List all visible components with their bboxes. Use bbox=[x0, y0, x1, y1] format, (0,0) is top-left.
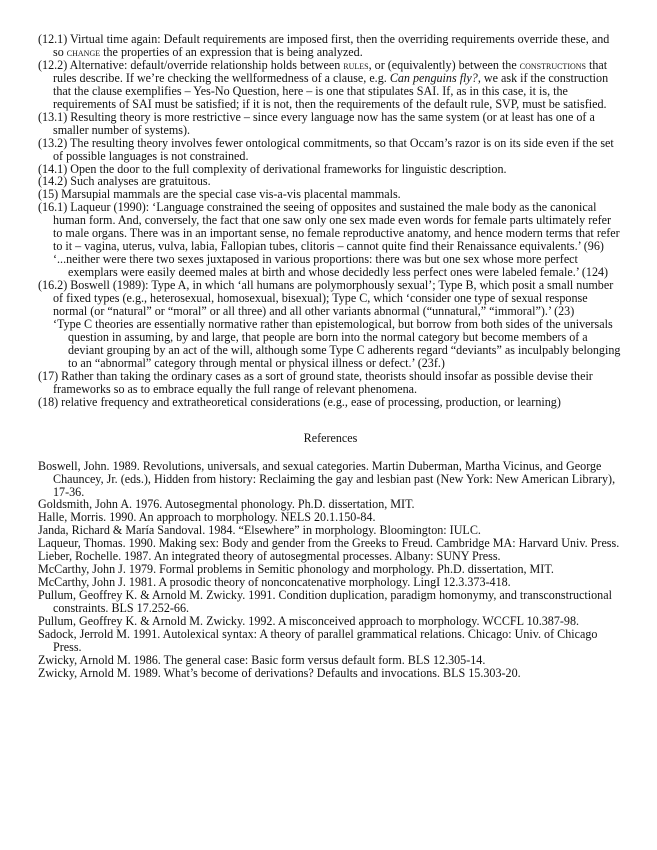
note-text: constructions bbox=[519, 57, 586, 72]
note-text: the properties of an expression that is being analyzed. bbox=[100, 44, 363, 59]
reference-entry: Goldsmith, John A. 1976. Autosegmental phonology. Ph.D. dissertation, MIT. bbox=[38, 497, 415, 512]
note-text: change bbox=[66, 44, 101, 59]
note-item bbox=[38, 370, 623, 396]
reference-entry: Lieber, Rochelle. 1987. An integrated theory of autosegmental processes. Albany: SUNY Press. bbox=[38, 549, 501, 564]
note-text: (13.2) The resulting theory involves fewer ontological commitments, so that Occam’s razor is on its side even if the set of possible languages is not constrained. bbox=[38, 135, 614, 163]
reference-entry: Pullum, Geoffrey K. & Arnold M. Zwicky. 1991. Condition duplication, paradigm homonymy, and transconstructional constraints. BLS 17.252-66. bbox=[38, 588, 612, 616]
reference-entry: Zwicky, Arnold M. 1986. The general case: Basic form versus default form. BLS 12.305-14. bbox=[38, 652, 486, 667]
reference-entry: Laqueur, Thomas. 1990. Making sex: Body and gender from the Greeks to Freud. Cambridge MA: Harvard Univ. Press. bbox=[38, 536, 620, 551]
reference-entry: Janda, Richard & María Sandoval. 1984. “Elsewhere” in morphology. Bloomington: IULC. bbox=[38, 523, 481, 538]
note-item bbox=[38, 279, 623, 370]
note-text: , we ask if the construction that the clause exemplifies – Yes-No Question, here – is one that stipulates SAI. If, as in this case, it is, the requirements of SAI must be satisfied; if it is not, then the requirements of the default rule, SVP, must be satisfied. bbox=[53, 70, 609, 111]
note-item bbox=[38, 137, 623, 163]
notes-list bbox=[38, 33, 623, 409]
note-item bbox=[38, 33, 623, 59]
note-item bbox=[38, 111, 623, 137]
reference-entry: McCarthy, John J. 1981. A prosodic theory of nonconcatenative morphology. LingI 12.3.373-418. bbox=[38, 575, 511, 590]
note-text: (18) relative frequency and extratheoretical considerations (e.g., ease of processing, production, or learning) bbox=[38, 394, 561, 409]
note-text: (15) Marsupial mammals are the special case vis-a-vis placental mammals. bbox=[38, 187, 401, 202]
note-text: (12.2) Alternative: default/override relationship holds between bbox=[38, 57, 344, 72]
note-quotation: ‘Type C theories are essentially normative rather than epistemological, but borrow from both sides of the universals question in assuming, by and large, that people are born into the normal category but become members of a deviant grouping by an act of the will, although some Type C adherents regard “deviants” as inculpably belonging to an “abnormal” category through mental or physical illness or defect.’ (23f.) bbox=[53, 316, 621, 370]
note-text: (13.1) Resulting theory is more restrictive – since every language now has the same system (or at least has one of a smaller number of systems). bbox=[38, 109, 595, 137]
reference-entry: Pullum, Geoffrey K. & Arnold M. Zwicky. 1992. A misconceived approach to morphology. WCCFL 10.387-98. bbox=[38, 614, 580, 629]
reference-entry: Boswell, John. 1989. Revolutions, universals, and sexual categories. Martin Duberman, Martha Vicinus, and George Chauncey, Jr. (eds.), Hidden from history: Reclaiming the gay and lesbian past (New York: New American Library), 17-36. bbox=[38, 458, 616, 499]
note-quotation: ‘...neither were there two sexes juxtaposed in various proportions: there was but one sex whose more perfect exemplars were easily deemed males at birth and whose decidedly less perfect ones were labeled female.’ (124) bbox=[53, 252, 609, 280]
note-item bbox=[38, 396, 623, 409]
reference-entry: McCarthy, John J. 1979. Formal problems in Semitic phonology and morphology. Ph.D. dissertation, MIT. bbox=[38, 562, 554, 577]
note-text: (16.1) Laqueur (1990): ‘Language constrained the seeing of opposites and sustained the male body as the canonical human form. And, conversely, the fact that one saw only one sex made even words for female parts ultimately refer to male organs. There was in an important sense, no female reproductive anatomy, and hence modern terms that refer to it – vagina, uterus, vulva, labia, Fallopian tubes, clitoris – cannot quite find their Renaissance equivalents.’ (96) bbox=[38, 200, 620, 254]
note-text: (16.2) Boswell (1989): Type A, in which ‘all humans are polymorphously sexual’; Type B, which posit a small number of fixed types (e.g., heterosexual, homosexual, bisexual); Type C, which ‘consider one type of sexual response normal (or “natural” or “moral” or all three) and all other variants abnormal (“unnatural,” “immoral”).’ (23) bbox=[38, 278, 614, 319]
references-list bbox=[38, 460, 623, 680]
reference-entry: Zwicky, Arnold M. 1989. What’s become of derivations? Defaults and invocations. BLS 15.303-20. bbox=[38, 665, 521, 680]
note-item bbox=[38, 201, 623, 279]
reference-entry: Sadock, Jerrold M. 1991. Autolexical syntax: A theory of parallel grammatical relations. Chicago: Univ. of Chicago Press. bbox=[38, 626, 598, 654]
reference-entry: Halle, Morris. 1990. An approach to morphology. NELS 20.1.150-84. bbox=[38, 510, 376, 525]
note-text: (14.1) Open the door to the full complexity of derivational frameworks for linguistic description. bbox=[38, 161, 507, 176]
note-text: (17) Rather than taking the ordinary cases as a sort of ground state, theorists should insofar as possible devise their frameworks so as to embrace equally the full range of relevant phenomena. bbox=[38, 368, 593, 396]
note-text: , or (equivalently) between the bbox=[368, 57, 520, 72]
note-text: Can penguins fly? bbox=[389, 70, 478, 85]
note-text: rules bbox=[343, 57, 369, 72]
note-text: (14.2) Such analyses are gratuitous. bbox=[38, 174, 211, 189]
note-text: that rules describe. If we’re checking the wellformedness of a clause, e.g. bbox=[53, 57, 608, 85]
note-text: (12.1) Virtual time again: Default requirements are imposed first, then the overriding requirements override these, and so bbox=[38, 32, 610, 59]
references-heading: References bbox=[303, 430, 358, 445]
note-item bbox=[38, 59, 623, 111]
document-page bbox=[38, 33, 623, 680]
